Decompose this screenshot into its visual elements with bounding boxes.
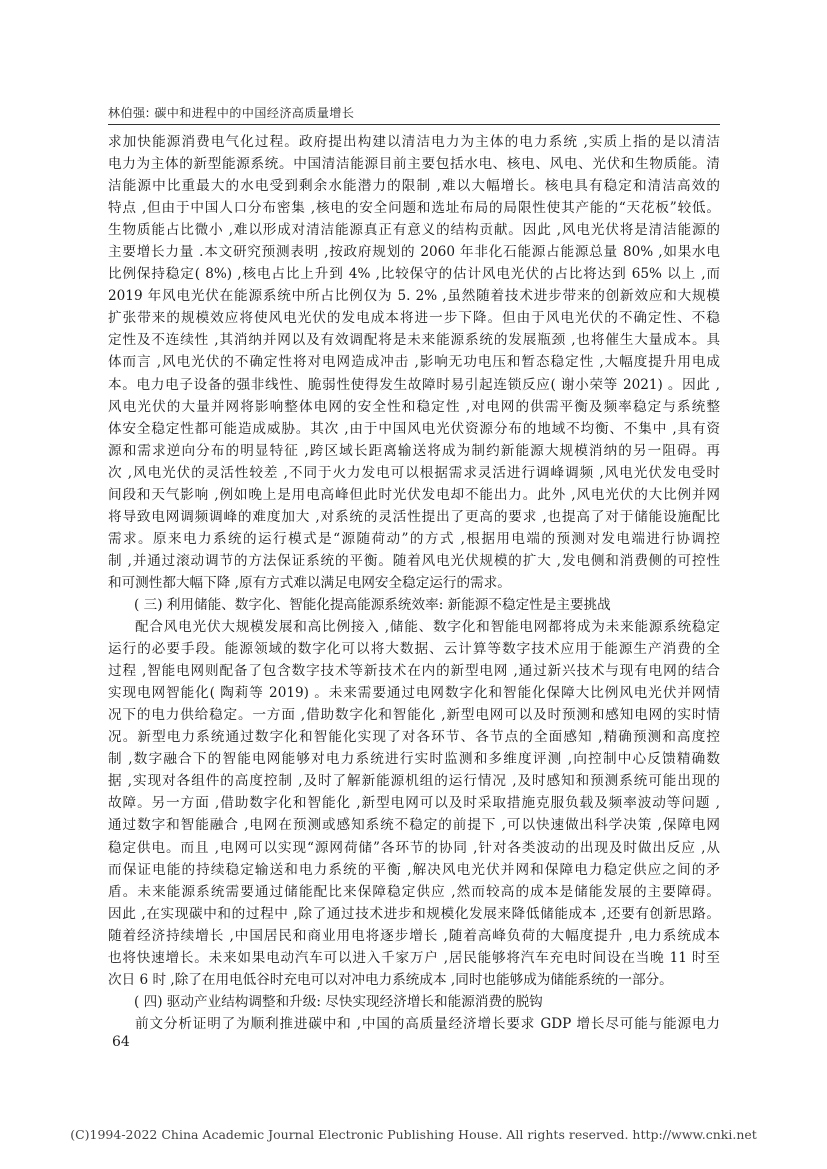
text-line: 间段和天气影响 ,例如晚上是用电高峰但此时光伏发电却不能出力。此外 ,风电光伏的大比例并网 [108,486,720,503]
text-line: 随着经济持续增长 ,中国居民和商业用电将逐步增长 ,随着高峰负荷的大幅度提升 ,电力系统成本 [108,927,720,944]
text-line: 求加快能源消费电气化过程。政府提出构建以清洁电力为主体的电力系统 ,实质上指的是以清洁 [108,134,720,150]
text-line: 过程 ,智能电网则配备了包含数字技术等新技术在内的新型电网 ,通过新兴技术与现有电网的结合 [108,663,720,680]
text-line: 运行的必要手段。能源领域的数字化可以将大数据、云计算等数字技术应用于能源生产消费的全 [108,641,720,658]
text-line: 也将快速增长。未来如果电动汽车可以进入千家万户 ,居民能够将汽车充电时间设在当晚 11 时至 [108,949,720,966]
text-line: 故障。另一方面 ,借助数字化和智能化 ,新型电网可以及时采取措施克服负载及频率波动等问题 , [108,795,720,812]
text-line: 而保证电能的持续稳定输送和电力系统的平衡 ,解决风电光伏并网和保障电力稳定供应之间的矛 [108,861,720,878]
text-line: 次日 6 时 ,除了在用电低谷时充电可以对冲电力系统成本 ,同时也能够成为储能系统的一部分。 [108,971,673,988]
text-line: 据 ,实现对各组件的高度控制 ,及时了解新能源机组的运行情况 ,及时感知和预测系统可能出现的 [108,773,720,790]
text-line: 需求。原来电力系统的运行模式是“源随荷动”的方式 ,根据用电端的预测对发电端进行协调控 [108,530,720,547]
text-line: 将导致电网调频调峰的难度加大 ,对系统的灵活性提出了更高的要求 ,也提高了对于储能设施配比 [108,508,720,525]
text-line: 次 ,风电光伏的灵活性较差 ,不同于火力发电可以根据需求灵活进行调峰调频 ,风电光伏发电受时 [108,464,720,481]
section-heading: ( 三) 利用储能、数字化、智能化提高能源系统效率: 新能源不稳定性是主要挑战 [134,596,611,613]
text-line: 因此 ,在实现碳中和的过程中 ,除了通过技术进步和规模化发展来降低储能成本 ,还要有创新思路。 [108,905,720,922]
section-heading: ( 四) 驱动产业结构调整和升级: 尽快实现经济增长和能源消费的脱钩 [134,993,543,1010]
text-line: 稳定供电。而且 ,电网可以实现“源网荷储”各环节的协同 ,针对各类波动的出现及时做出反应 ,从 [108,839,720,856]
text-line: 盾。未来能源系统需要通过储能配比来保障稳定供应 ,然而较高的成本是储能发展的主要障碍。 [108,883,720,900]
text-line: 比例保持稳定( 8%) ,核电占比上升到 4% ,比较保守的估计风电光伏的占比将达到 65% 以上 ,而 [108,266,720,283]
text-line: 和可测性都大幅下降 ,原有方式难以满足电网安全稳定运行的需求。 [108,574,511,591]
header-rule [108,124,720,125]
page-number: 64 [112,1034,130,1050]
text-line: 前文分析证明了为顺利推进碳中和 ,中国的高质量经济增长要求 GDP 增长尽可能与能源电力 [135,1015,720,1032]
running-header: 林伯强: 碳中和进程中的中国经济高质量增长 [108,106,355,120]
text-line: 体而言 ,风电光伏的不确定性将对电网造成冲击 ,影响无功电压和暂态稳定性 ,大幅度提升用电成 [108,354,720,371]
text-line: 特点 ,但由于中国人口分布密集 ,核电的安全问题和选址布局的局限性使其产能的“天花板”较低。 [108,200,720,217]
text-line: 定性及不连续性 ,其消纳并网以及有效调配将是未来能源系统的发展瓶颈 ,也将催生大量成本。具 [108,332,720,349]
text-line: 实现电网智能化( 陶莉等 2019) 。未来需要通过电网数字化和智能化保障大比例风电光伏并网情 [108,685,720,702]
text-line: 主要增长力量 .本文研究预测表明 ,按政府规划的 2060 年非化石能源占能源总量 80% ,如果水电 [108,244,720,261]
text-line: 制 ,并通过滚动调节的方法保证系统的平衡。随着风电光伏规模的扩大 ,发电侧和消费侧的可控性 [108,552,720,569]
text-line: 体安全稳定性都可能造成威胁。其次 ,由于中国风电光伏资源分布的地域不均衡、不集中 ,具有资 [108,420,720,437]
text-line: 生物质能占比微小 ,难以形成对清洁能源真正有意义的结构贡献。因此 ,风电光伏将是清洁能源的 [108,222,720,239]
text-line: 况。新型电力系统通过数字化和智能化实现了对各环节、各节点的全面感知 ,精确预测和高度控 [108,729,720,746]
copyright-footer: (C)1994-2022 China Academic Journal Electronic Publishing House. All rights reserved. http://www.cnki.net [70,1127,757,1142]
text-line: 源和需求逆向分布的明显特征 ,跨区域长距离输送将成为制约新能源大规模消纳的另一阻碍。再 [108,442,720,459]
text-line: 电力为主体的新型能源系统。中国清洁能源目前主要包括水电、核电、风电、光伏和生物质能。清 [108,156,720,173]
body-text [108,131,720,1035]
text-line: 风电光伏的大量并网将影响整体电网的安全性和稳定性 ,对电网的供需平衡及频率稳定与系统整 [108,398,720,415]
text-line: 制 ,数字融合下的智能电网能够对电力系统进行实时监测和多维度评测 ,向控制中心反馈精确数 [108,751,720,768]
text-line: 2019 年风电光伏在能源系统中所占比例仅为 5. 2% ,虽然随着技术进步带来的创新效应和大规模 [108,288,720,305]
text-line: 扩张带来的规模效应将使风电光伏的发电成本将进一步下降。但由于风电光伏的不确定性、不稳 [108,310,720,327]
text-line: 配合风电光伏大规模发展和高比例接入 ,储能、数字化和智能电网都将成为未来能源系统稳定 [135,619,720,636]
text-line: 本。电力电子设备的强非线性、脆弱性使得发生故障时易引起连锁反应( 谢小荣等 2021) 。因此 , [108,376,720,393]
text-line: 洁能源中比重最大的水电受到剩余水能潜力的限制 ,难以大幅增长。核电具有稳定和清洁高效的 [108,178,720,195]
text-line: 况下的电力供给稳定。一方面 ,借助数字化和智能化 ,新型电网可以及时预测和感知电网的实时情 [108,707,720,724]
text-line: 通过数字和智能融合 ,电网在预测或感知系统不稳定的前提下 ,可以快速做出科学决策 ,保障电网 [108,817,720,834]
